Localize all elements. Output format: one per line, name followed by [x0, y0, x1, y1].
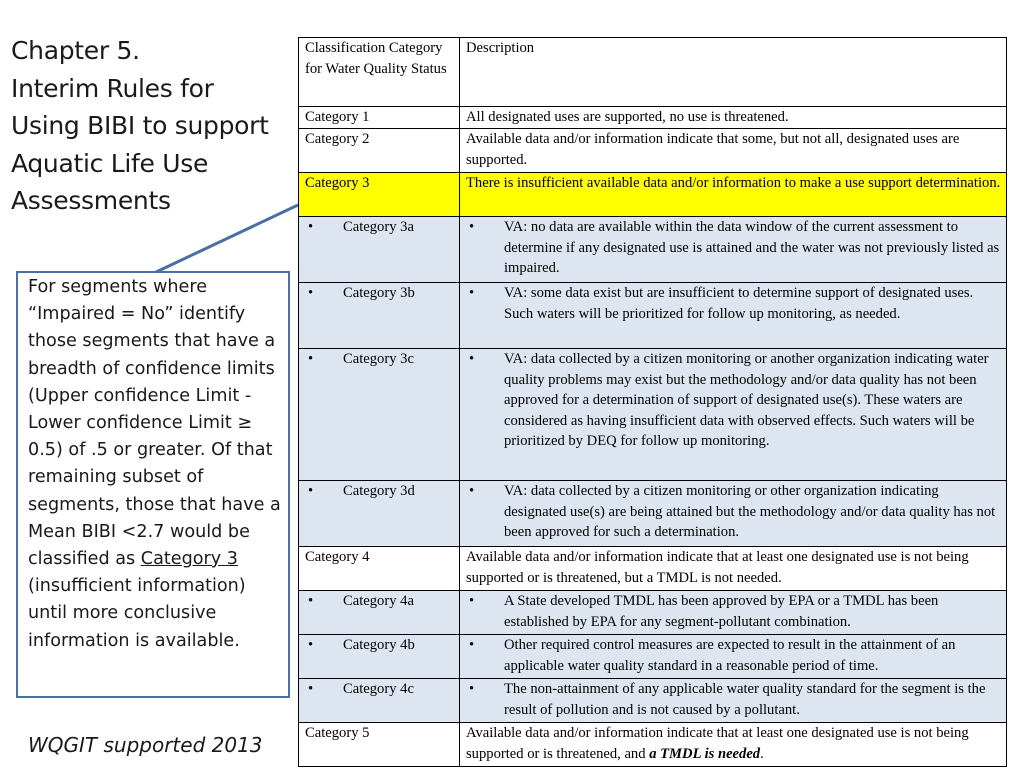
bullet-icon: •: [469, 483, 475, 499]
description-text: VA: no data are available within the data window of the current assessment to determine if any designated use is attained and the water was not previously listed as impaired.: [504, 219, 1000, 276]
bullet-icon: •: [469, 637, 475, 653]
description-cell: [460, 349, 1007, 481]
category-cell: [299, 217, 460, 283]
table-header-row: [299, 38, 1007, 107]
bullet-icon: •: [308, 285, 314, 301]
category-label: Category 4c: [343, 681, 414, 697]
category-cell: Category 3: [299, 173, 460, 217]
title-line: Assessments: [11, 186, 171, 215]
category-cell: Category 5: [299, 723, 460, 767]
category-cell: Category 4: [299, 547, 460, 591]
bullet-icon: •: [469, 351, 475, 367]
bullet-icon: •: [308, 681, 314, 697]
table-subrow: [299, 591, 1007, 635]
description-text: Other required control measures are expected to result in the attainment of an applicable water quality standard in a reasonable period of time.: [504, 637, 956, 674]
description-cell: [460, 679, 1007, 723]
title-line: Aquatic Life Use: [11, 148, 209, 178]
table-row: [299, 129, 1007, 173]
description-text: A State developed TMDL has been approved by EPA or a TMDL has been established by EPA for any segment-pollutant combination.: [504, 593, 939, 630]
table-subrow: [299, 349, 1007, 481]
description-cell: [460, 635, 1007, 679]
table-row: [299, 107, 1007, 129]
bullet-icon: •: [469, 219, 475, 235]
category-cell: [299, 635, 460, 679]
category-label: Category 3b: [343, 285, 415, 301]
category-cell: [299, 481, 460, 547]
table-row: [299, 547, 1007, 591]
category-cell: Category 1: [299, 107, 460, 129]
category-label: Category 3a: [343, 219, 414, 235]
table-subrow: [299, 481, 1007, 547]
table-subrow: [299, 217, 1007, 283]
table-subrow: [299, 283, 1007, 349]
category-cell: [299, 591, 460, 635]
table-subrow: [299, 679, 1007, 723]
note-text: For segments where “Impaired = No” identify those segments that have a breadth of confidence limits (Upper confidence Limit - Lower confidence Limit ≥ 0.5) of .5 or greater. Of that remaining subset of segments, those that have a Mean BIBI <2.7 would be classified as: [28, 277, 281, 570]
description-text: VA: some data exist but are insufficient to determine support of designated uses. Such waters will be prioritized for follow up monitoring, as needed.: [504, 285, 974, 322]
description-text: The non-attainment of any applicable water quality standard for the segment is the result of pollution and is not caused by a pollutant.: [504, 681, 986, 718]
description-emphasis: a TMDL is needed: [649, 745, 761, 762]
category-cell: [299, 349, 460, 481]
description-cell: [460, 481, 1007, 547]
description-cell: [460, 217, 1007, 283]
bullet-icon: •: [308, 219, 314, 235]
description-cell: Available data and/or information indicate that some, but not all, designated uses are supported.: [460, 129, 1007, 173]
category-cell: [299, 679, 460, 723]
description-text: VA: data collected by a citizen monitoring or another organization indicating water quality problems may exist but the methodology and/or data quality has not been approved for a determination of support of designated use(s). These waters are considered as having insufficient data with observed effects. Such waters will be prioritized by DEQ for follow up monitoring.: [504, 351, 989, 449]
description-cell: [460, 723, 1007, 767]
bullet-icon: •: [308, 637, 314, 653]
description-cell: [460, 591, 1007, 635]
title-line: Interim Rules for: [11, 73, 214, 103]
category-label: Category 4b: [343, 637, 415, 653]
description-text-end: .: [760, 745, 764, 762]
table-subrow: [299, 635, 1007, 679]
bullet-icon: •: [469, 681, 475, 697]
category-label: Category 3c: [343, 351, 414, 367]
description-text: VA: data collected by a citizen monitoring or other organization indicating designated use(s) are being attained but the methodology and/or data quality has not been approved for such a determination.: [504, 483, 996, 540]
footer-credit: WQGIT supported 2013: [28, 733, 263, 757]
title-line: Using BIBI to support: [11, 111, 269, 140]
callout-line: [154, 205, 298, 273]
bullet-icon: •: [469, 285, 475, 301]
bullet-icon: •: [308, 351, 314, 367]
bullet-icon: •: [469, 593, 475, 609]
category-label: Category 3d: [343, 483, 415, 499]
table-row: [299, 723, 1007, 767]
table-row-highlighted: [299, 173, 1007, 217]
note-underlined-text: Category 3: [140, 549, 238, 570]
bullet-icon: •: [308, 593, 314, 609]
callout-note: [16, 271, 290, 698]
description-cell: All designated uses are supported, no use is threatened.: [460, 107, 1007, 129]
category-cell: [299, 283, 460, 349]
header-category: Classification Category for Water Quality Status: [299, 38, 460, 107]
category-label: Category 4a: [343, 593, 414, 609]
description-cell: Available data and/or information indicate that at least one designated use is not being supported or is threatened, but a TMDL is not needed.: [460, 547, 1007, 591]
description-cell: [460, 283, 1007, 349]
header-description: Description: [460, 38, 1007, 107]
bullet-icon: •: [308, 483, 314, 499]
classification-table: [298, 37, 1007, 767]
description-text: Available data and/or information indicate that at least one designated use is not being supported or is threatened, and: [466, 725, 969, 762]
description-cell: There is insufficient available data and/or information to make a use support determination.: [460, 173, 1007, 217]
note-text-end: (insufficient information) until more conclusive information is available.: [28, 576, 246, 651]
category-cell: Category 2: [299, 129, 460, 173]
title-line: Chapter 5.: [11, 36, 140, 65]
